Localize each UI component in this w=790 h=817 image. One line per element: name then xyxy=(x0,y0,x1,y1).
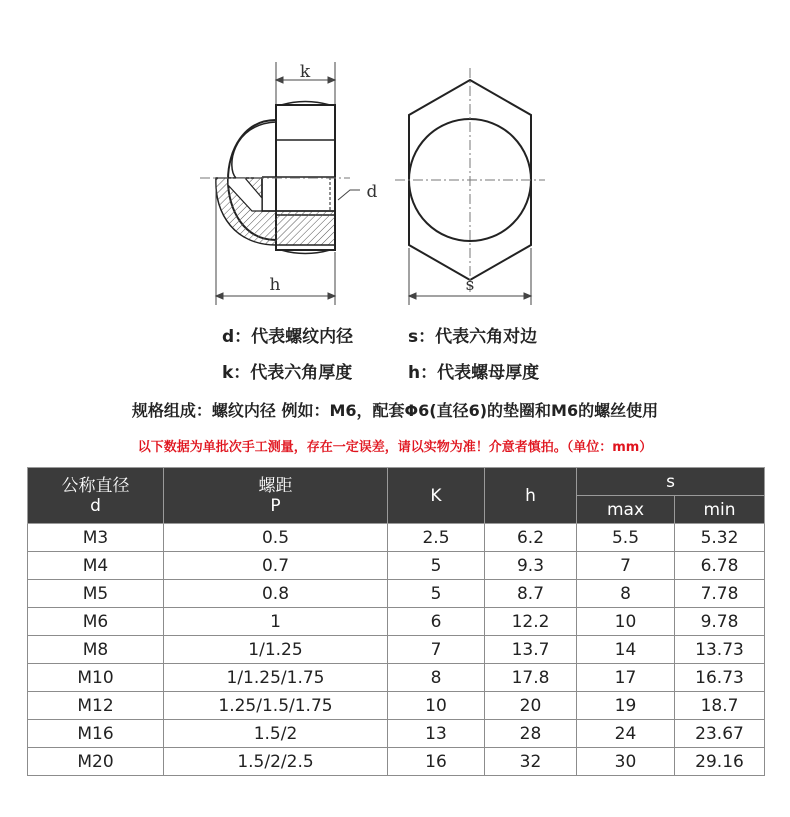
cell-k: 10 xyxy=(388,692,485,720)
cell-nominal-diameter: M20 xyxy=(28,748,164,776)
cell-h: 12.2 xyxy=(485,608,577,636)
header-pitch-symbol: P xyxy=(270,495,281,516)
cell-s-max: 7 xyxy=(577,552,675,580)
cell-s-min: 23.67 xyxy=(675,720,765,748)
cell-k: 2.5 xyxy=(388,524,485,552)
cell-pitch: 1 xyxy=(164,608,388,636)
legend-h: h：代表螺母厚度 xyxy=(408,363,540,383)
cell-s-max: 19 xyxy=(577,692,675,720)
cell-nominal-diameter: M4 xyxy=(28,552,164,580)
cell-pitch: 1.25/1.5/1.75 xyxy=(164,692,388,720)
header-nominal-diameter-label: 公称直径 xyxy=(61,475,130,496)
table-row xyxy=(28,748,765,776)
legend-s: s：代表六角对边 xyxy=(408,327,538,347)
cell-h: 28 xyxy=(485,720,577,748)
cell-h: 32 xyxy=(485,748,577,776)
cell-h: 17.8 xyxy=(485,664,577,692)
cell-pitch: 1/1.25/1.75 xyxy=(164,664,388,692)
cell-s-max: 10 xyxy=(577,608,675,636)
cell-s-min: 13.73 xyxy=(675,636,765,664)
header-s: s xyxy=(577,468,765,496)
table-row xyxy=(28,636,765,664)
cell-k: 8 xyxy=(388,664,485,692)
measurement-warning: 以下数据为单批次手工测量，存在一定误差，请以实物为准！介意者慎拍。（单位：mm） xyxy=(137,440,653,455)
cell-nominal-diameter: M10 xyxy=(28,664,164,692)
cell-h: 8.7 xyxy=(485,580,577,608)
cell-nominal-diameter: M12 xyxy=(28,692,164,720)
dimension-h-label: h xyxy=(269,275,281,295)
cell-s-min: 9.78 xyxy=(675,608,765,636)
table-row xyxy=(28,720,765,748)
cell-h: 13.7 xyxy=(485,636,577,664)
cell-s-max: 24 xyxy=(577,720,675,748)
table-row xyxy=(28,608,765,636)
cell-nominal-diameter: M16 xyxy=(28,720,164,748)
spec-description: 规格组成：螺纹内径 例如：M6，配套Φ6(直径6)的垫圈和M6的螺丝使用 xyxy=(131,401,659,420)
cell-pitch: 1/1.25 xyxy=(164,636,388,664)
cell-s-min: 5.32 xyxy=(675,524,765,552)
cell-s-min: 18.7 xyxy=(675,692,765,720)
table-row xyxy=(28,580,765,608)
dimension-s-label: s xyxy=(465,275,475,295)
dimension-d-label: d xyxy=(366,182,378,202)
cell-s-max: 14 xyxy=(577,636,675,664)
header-s-min: min xyxy=(675,496,765,524)
cell-nominal-diameter: M5 xyxy=(28,580,164,608)
cell-k: 6 xyxy=(388,608,485,636)
cell-k: 13 xyxy=(388,720,485,748)
legend-k: k：代表六角厚度 xyxy=(222,363,353,383)
header-pitch xyxy=(164,468,388,524)
header-nominal-diameter-symbol: d xyxy=(90,495,101,516)
cell-h: 20 xyxy=(485,692,577,720)
dimension-d xyxy=(338,190,360,200)
size-table xyxy=(27,467,765,776)
cell-nominal-diameter: M8 xyxy=(28,636,164,664)
table-row xyxy=(28,524,765,552)
header-nominal-diameter xyxy=(28,468,164,524)
header-k: K xyxy=(388,468,485,524)
cell-s-min: 7.78 xyxy=(675,580,765,608)
cap-nut-drawing xyxy=(0,0,790,310)
cell-h: 6.2 xyxy=(485,524,577,552)
cell-s-min: 16.73 xyxy=(675,664,765,692)
dimension-k-label: k xyxy=(299,62,311,82)
table-row xyxy=(28,552,765,580)
cell-s-max: 8 xyxy=(577,580,675,608)
header-h: h xyxy=(485,468,577,524)
cell-pitch: 0.8 xyxy=(164,580,388,608)
cell-k: 5 xyxy=(388,580,485,608)
legend-d: d：代表螺纹内径 xyxy=(222,327,354,347)
cell-pitch: 0.7 xyxy=(164,552,388,580)
cell-pitch: 0.5 xyxy=(164,524,388,552)
cell-k: 5 xyxy=(388,552,485,580)
cell-pitch: 1.5/2 xyxy=(164,720,388,748)
cell-k: 7 xyxy=(388,636,485,664)
cell-k: 16 xyxy=(388,748,485,776)
cell-s-max: 5.5 xyxy=(577,524,675,552)
header-pitch-label: 螺距 xyxy=(258,475,293,496)
table-row xyxy=(28,692,765,720)
cell-s-max: 17 xyxy=(577,664,675,692)
header-s-max: max xyxy=(577,496,675,524)
cell-s-max: 30 xyxy=(577,748,675,776)
cell-s-min: 29.16 xyxy=(675,748,765,776)
cell-pitch: 1.5/2/2.5 xyxy=(164,748,388,776)
cell-h: 9.3 xyxy=(485,552,577,580)
cell-nominal-diameter: M3 xyxy=(28,524,164,552)
cell-s-min: 6.78 xyxy=(675,552,765,580)
table-row xyxy=(28,664,765,692)
cell-nominal-diameter: M6 xyxy=(28,608,164,636)
